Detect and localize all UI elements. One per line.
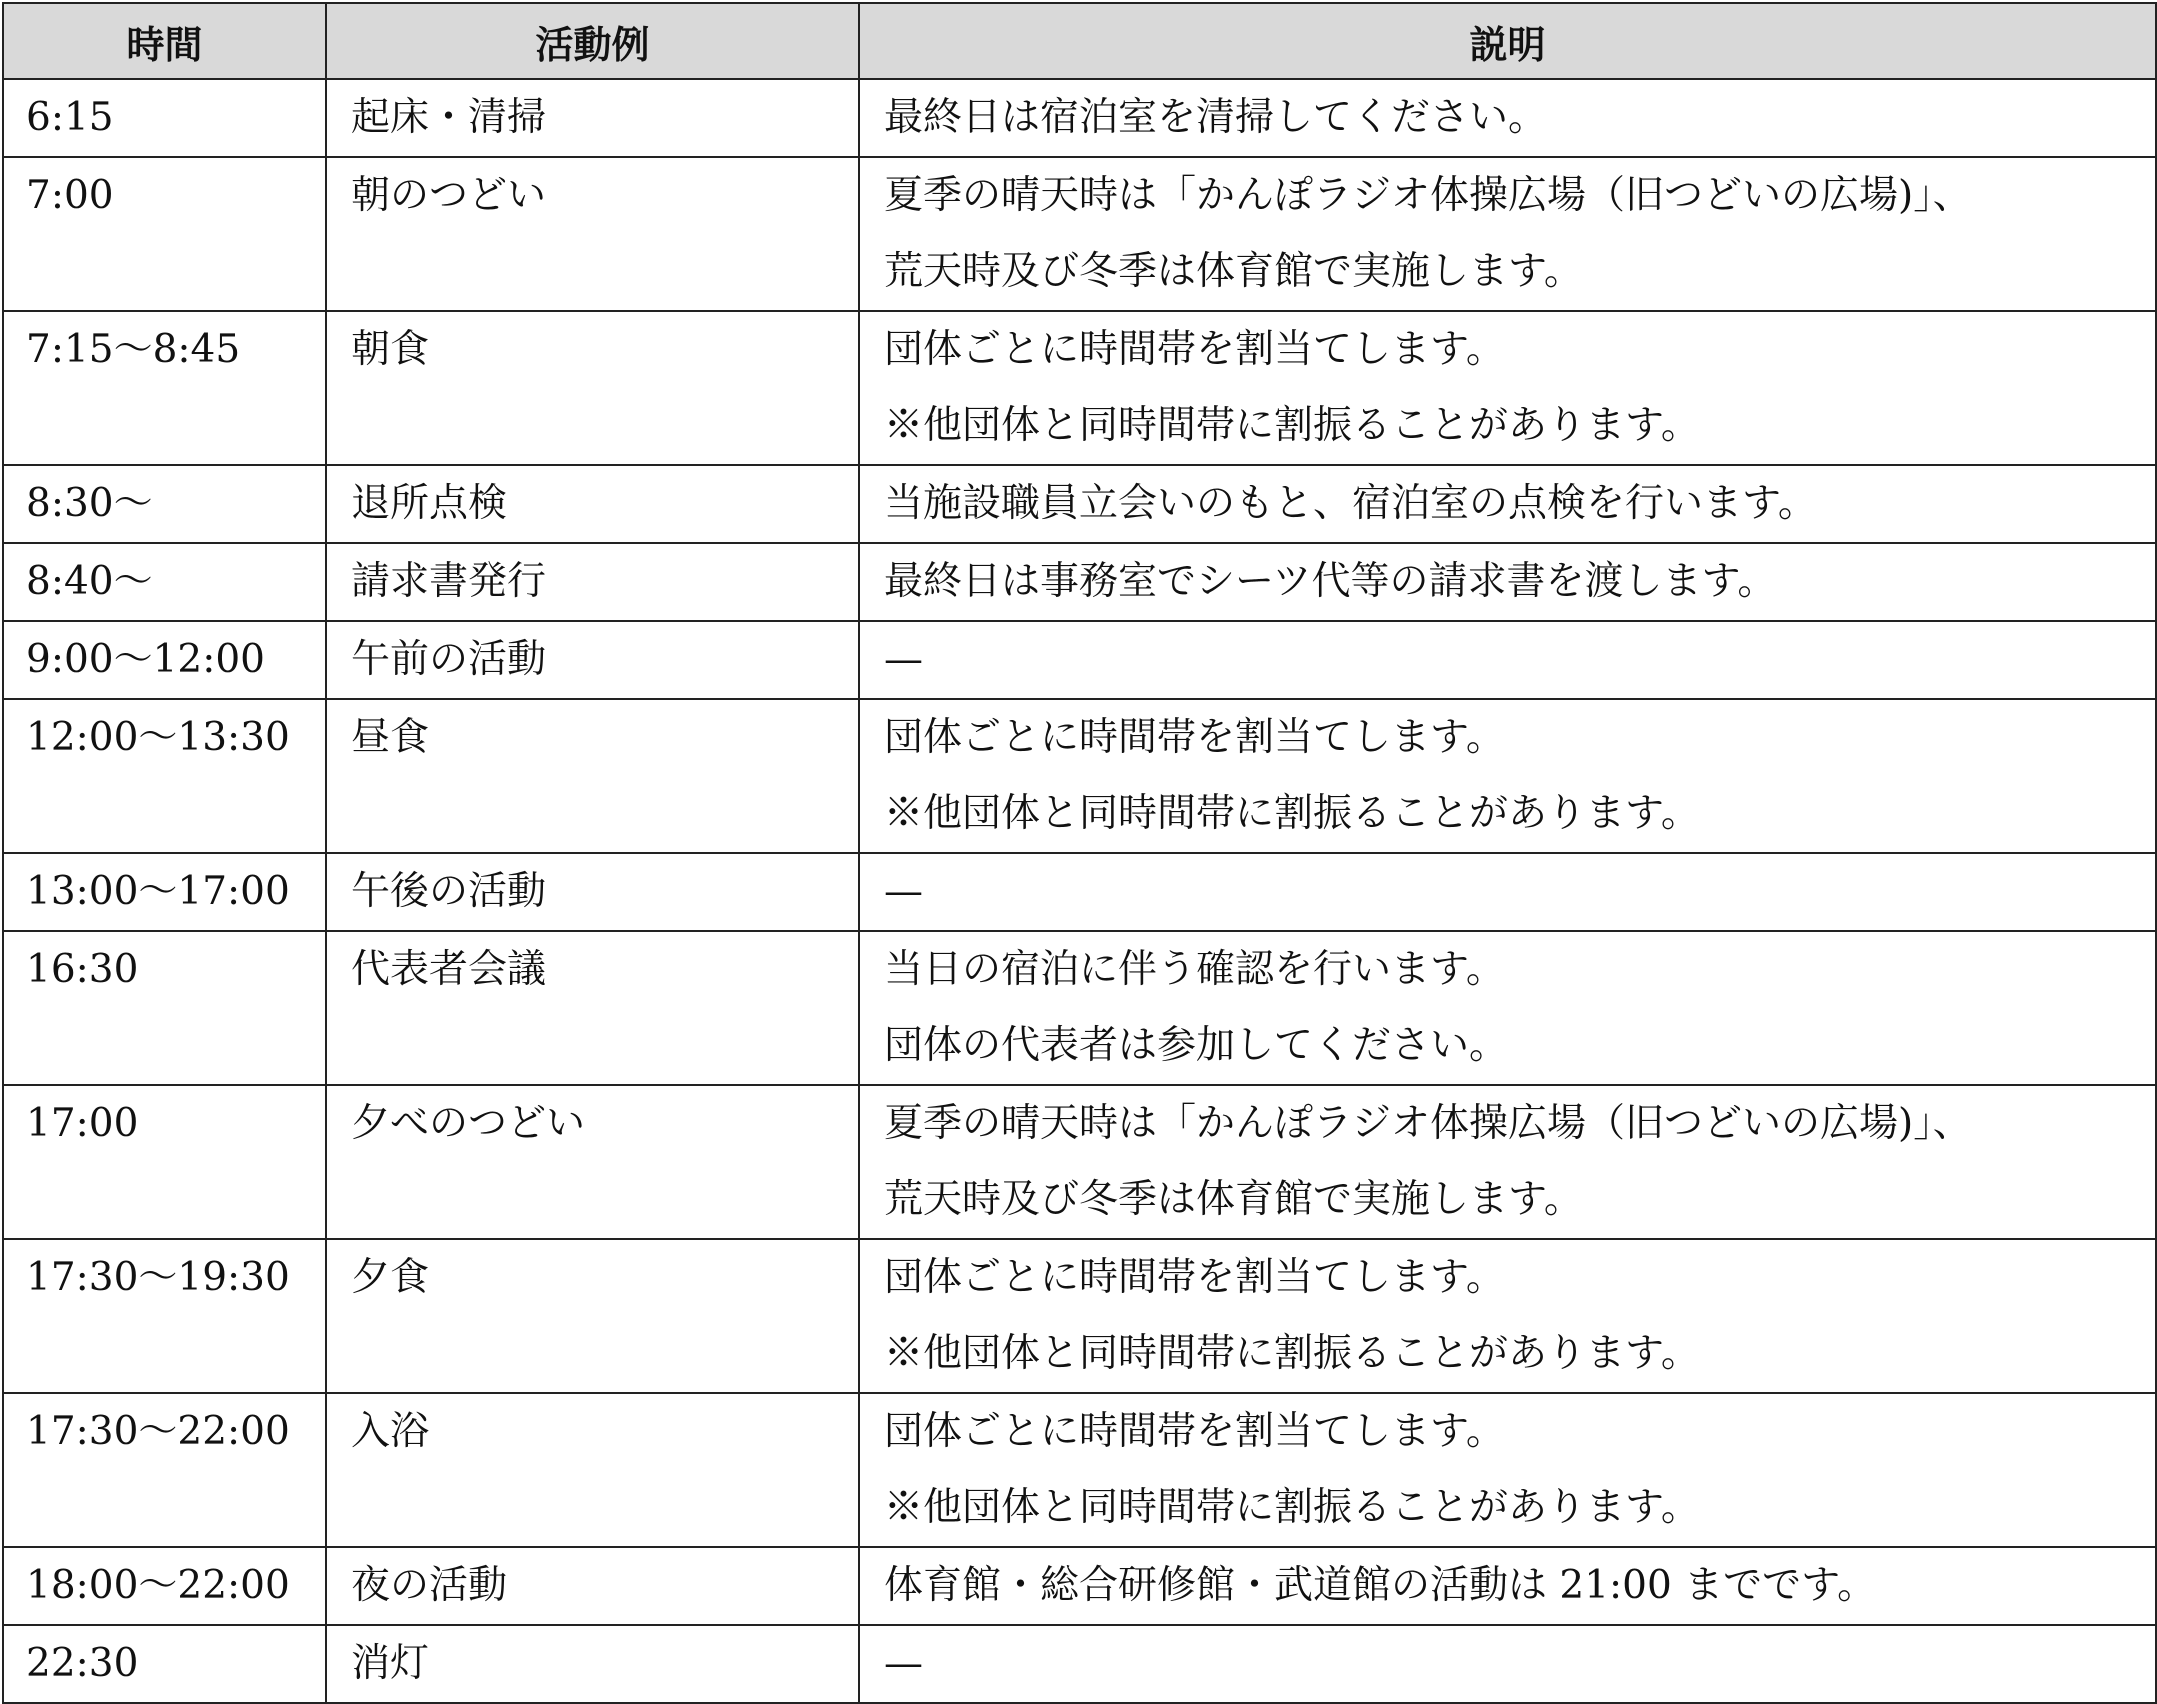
description-line: 当施設職員立会いのもと、宿泊室の点検を行います。 [884, 481, 1817, 526]
schedule-table [2, 2, 2157, 1704]
description-line: 荒天時及び冬季は体育館で実施します。 [884, 249, 1583, 294]
description-line: ※他団体と同時間帯に割振ることがあります。 [884, 1331, 1700, 1376]
header-row [3, 3, 2156, 79]
schedule-body [3, 79, 2156, 1703]
header-activity: 活動例 [326, 3, 859, 79]
activity-cell: 朝食 [326, 311, 859, 465]
table-row [3, 1085, 2156, 1239]
description-cell [859, 311, 2156, 465]
activity-cell: 代表者会議 [326, 931, 859, 1085]
description-cell [859, 931, 2156, 1085]
table-row [3, 79, 2156, 157]
description-line: 団体の代表者は参加してください。 [884, 1023, 1509, 1068]
time-cell: 8:40〜 [3, 543, 326, 621]
activity-cell: 夕食 [326, 1239, 859, 1393]
description-line: 当日の宿泊に伴う確認を行います。 [884, 947, 1505, 992]
time-cell: 7:00 [3, 157, 326, 311]
activity-cell: 消灯 [326, 1625, 859, 1703]
description-line: 夏季の晴天時は「かんぽラジオ体操広場（旧つどいの広場)」、 [884, 173, 1972, 218]
description-line: ※他団体と同時間帯に割振ることがあります。 [884, 403, 1700, 448]
table-row [3, 1547, 2156, 1625]
description-cell [859, 1547, 2156, 1625]
description-line: 団体ごとに時間帯を割当てします。 [884, 715, 1505, 760]
activity-cell: 夕べのつどい [326, 1085, 859, 1239]
description-cell [859, 1239, 2156, 1393]
activity-cell: 起床・清掃 [326, 79, 859, 157]
description-line: ※他団体と同時間帯に割振ることがあります。 [884, 791, 1700, 836]
description-cell [859, 465, 2156, 543]
description-line: 最終日は事務室でシーツ代等の請求書を渡します。 [884, 559, 1777, 604]
time-cell: 17:30〜19:30 [3, 1239, 326, 1393]
description-line: 夏季の晴天時は「かんぽラジオ体操広場（旧つどいの広場)」、 [884, 1101, 1972, 1146]
description-line: 最終日は宿泊室を清掃してください。 [884, 95, 1548, 140]
activity-cell: 朝のつどい [326, 157, 859, 311]
time-cell: 22:30 [3, 1625, 326, 1703]
description-line: — [884, 869, 923, 914]
time-cell: 13:00〜17:00 [3, 853, 326, 931]
time-cell: 12:00〜13:30 [3, 699, 326, 853]
time-cell: 18:00〜22:00 [3, 1547, 326, 1625]
table-row [3, 157, 2156, 311]
table-row [3, 931, 2156, 1085]
table-row [3, 1393, 2156, 1547]
table-row [3, 1239, 2156, 1393]
description-line: 荒天時及び冬季は体育館で実施します。 [884, 1177, 1583, 1222]
header-time: 時間 [3, 3, 326, 79]
description-cell [859, 853, 2156, 931]
description-cell [859, 699, 2156, 853]
table-row [3, 699, 2156, 853]
activity-cell: 請求書発行 [326, 543, 859, 621]
description-cell [859, 1085, 2156, 1239]
activity-cell: 入浴 [326, 1393, 859, 1547]
description-line: — [884, 1641, 923, 1686]
table-row [3, 543, 2156, 621]
description-line: 団体ごとに時間帯を割当てします。 [884, 327, 1505, 372]
description-line: 団体ごとに時間帯を割当てします。 [884, 1409, 1505, 1454]
time-cell: 16:30 [3, 931, 326, 1085]
header-description: 説明 [859, 3, 2156, 79]
description-cell [859, 1393, 2156, 1547]
time-cell: 17:00 [3, 1085, 326, 1239]
description-cell [859, 621, 2156, 699]
table-row [3, 853, 2156, 931]
time-cell: 6:15 [3, 79, 326, 157]
description-cell [859, 157, 2156, 311]
description-line: 体育館・総合研修館・武道館の活動は 21:00 までです。 [884, 1563, 1877, 1608]
time-cell: 17:30〜22:00 [3, 1393, 326, 1547]
time-cell: 9:00〜12:00 [3, 621, 326, 699]
time-cell: 7:15〜8:45 [3, 311, 326, 465]
activity-cell: 退所点検 [326, 465, 859, 543]
activity-cell: 午後の活動 [326, 853, 859, 931]
table-row [3, 465, 2156, 543]
activity-cell: 夜の活動 [326, 1547, 859, 1625]
description-cell [859, 543, 2156, 621]
table-row [3, 621, 2156, 699]
activity-cell: 午前の活動 [326, 621, 859, 699]
time-cell: 8:30〜 [3, 465, 326, 543]
table-row [3, 1625, 2156, 1703]
description-line: ※他団体と同時間帯に割振ることがあります。 [884, 1485, 1700, 1530]
description-line: — [884, 637, 923, 682]
description-cell [859, 79, 2156, 157]
table-row [3, 311, 2156, 465]
activity-cell: 昼食 [326, 699, 859, 853]
description-cell [859, 1625, 2156, 1703]
description-line: 団体ごとに時間帯を割当てします。 [884, 1255, 1505, 1300]
